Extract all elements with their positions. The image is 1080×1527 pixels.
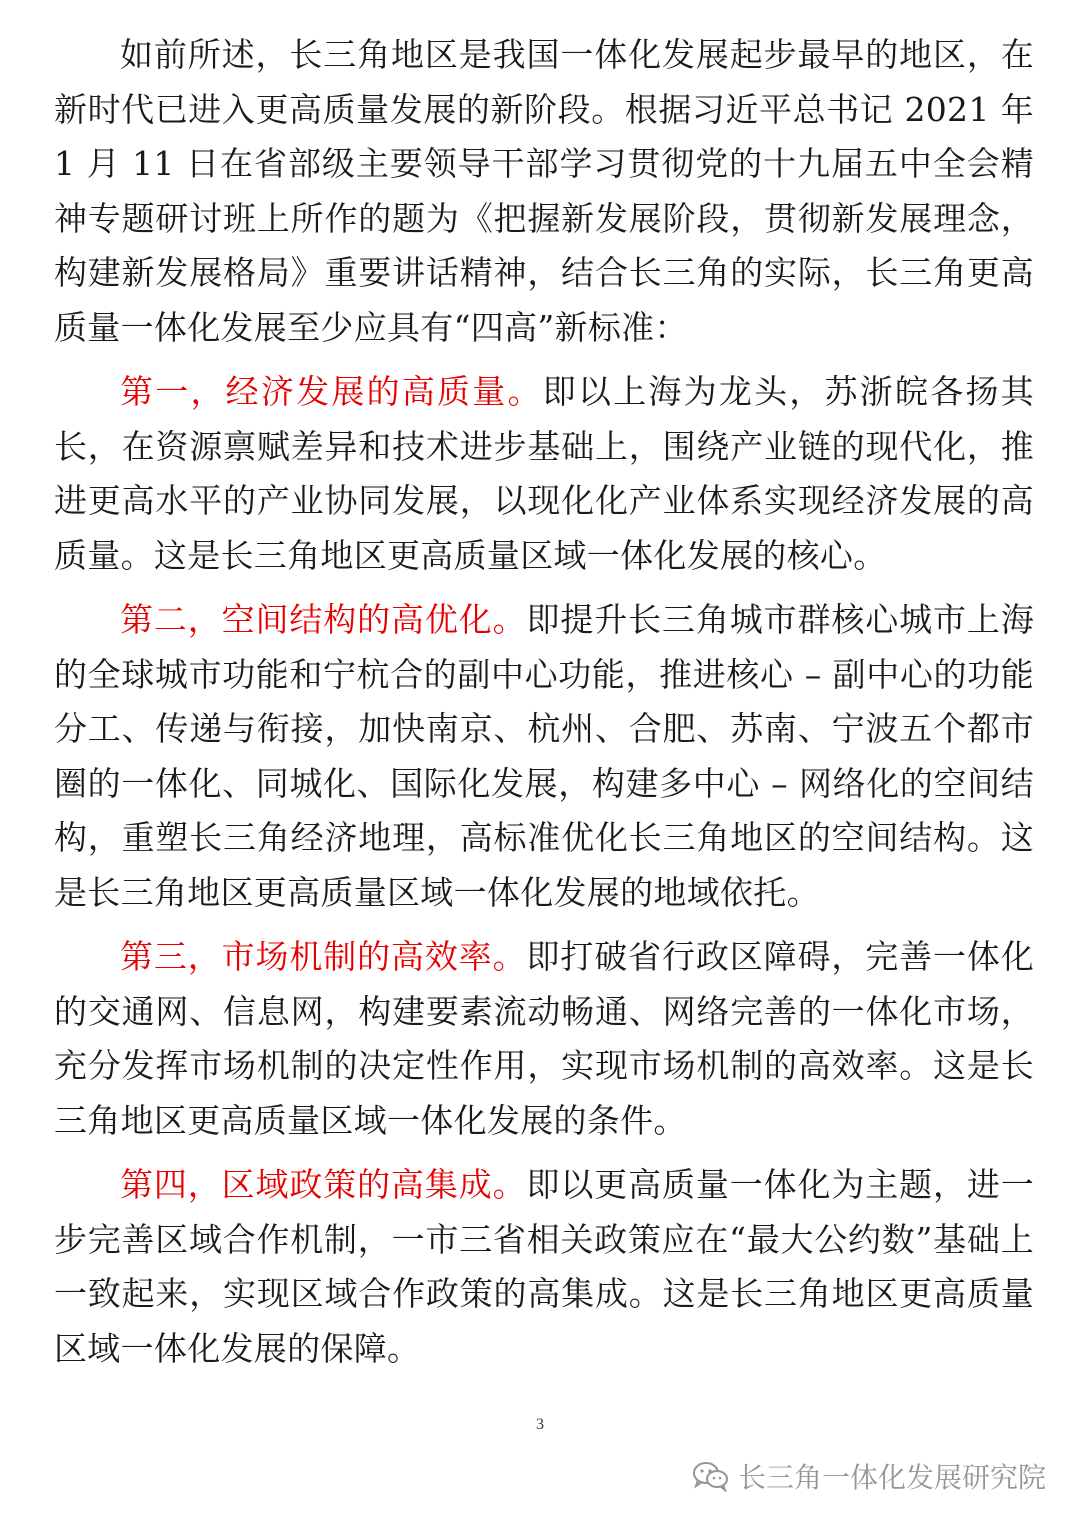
wechat-icon [692,1460,730,1492]
document-body [54,28,1034,1376]
page-number: 3 [536,1416,544,1433]
paragraph-intro [54,28,1034,355]
paragraph-text: 即以更高质量一体化为主题，进一步完善区域合作机制，一市三省相关政策应在“最大公约数”基础上一致起来，实现区域合作政策的高集成。这是长三角地区更高质量区域一体化发展的保障。 [54,1165,1035,1368]
paragraph-second [54,593,1034,920]
paragraph-fourth [54,1158,1034,1376]
paragraph-lead: 第三，市场机制的高效率。 [120,937,527,976]
paragraph-lead: 第四，区域政策的高集成。 [120,1165,527,1204]
paragraph-first [54,365,1034,583]
paragraph-lead: 第一，经济发展的高质量。 [120,372,543,411]
paragraph-text: 即打破省行政区障碍，完善一体化的交通网、信息网，构建要素流动畅通、网络完善的一体化市场，充分发挥市场机制的决定性作用，实现市场机制的高效率。这是长三角地区更高质量区域一体化发展的条件。 [54,937,1035,1140]
paragraph-text: 即以上海为龙头，苏浙皖各扬其长，在资源禀赋差异和技术进步基础上，围绕产业链的现代化，推进更高水平的产业协同发展，以现化化产业体系实现经济发展的高质量。这是长三角地区更高质量区域一体化发展的核心。 [54,372,1034,575]
watermark-text: 长三角一体化发展研究院 [737,1461,1046,1494]
paragraph-lead: 第二，空间结构的高优化。 [120,600,527,639]
paragraph-text: 即提升长三角城市群核心城市上海的全球城市功能和宁杭合的副中心功能，推进核心 – 副中心的功能分工、传递与衔接，加快南京、杭州、合肥、苏南、宁波五个都市圈的一体化、同城化、国际化发展，构建多中心 – 网络化的空间结构，重塑长三角经济地理，高标准优化长三角地区的空间结构。这是长三角地区更高质量区域一体化发展的地域依托。 [54,600,1035,912]
watermark [692,1456,1046,1496]
paragraph-third [54,930,1034,1148]
paragraph-text: 如前所述，长三角地区是我国一体化发展起步最早的地区，在新时代已进入更高质量发展的新阶段。根据习近平总书记 2021 年 1 月 11 日在省部级主要领导干部学习贯彻党的十九届五中全会精神专题研讨班上所作的题为《把握新发展阶段，贯彻新发展理念，构建新发展格局》重要讲话精神，结合长三角的实际，长三角更高质量一体化发展至少应具有“四高”新标准： [54,35,1034,347]
